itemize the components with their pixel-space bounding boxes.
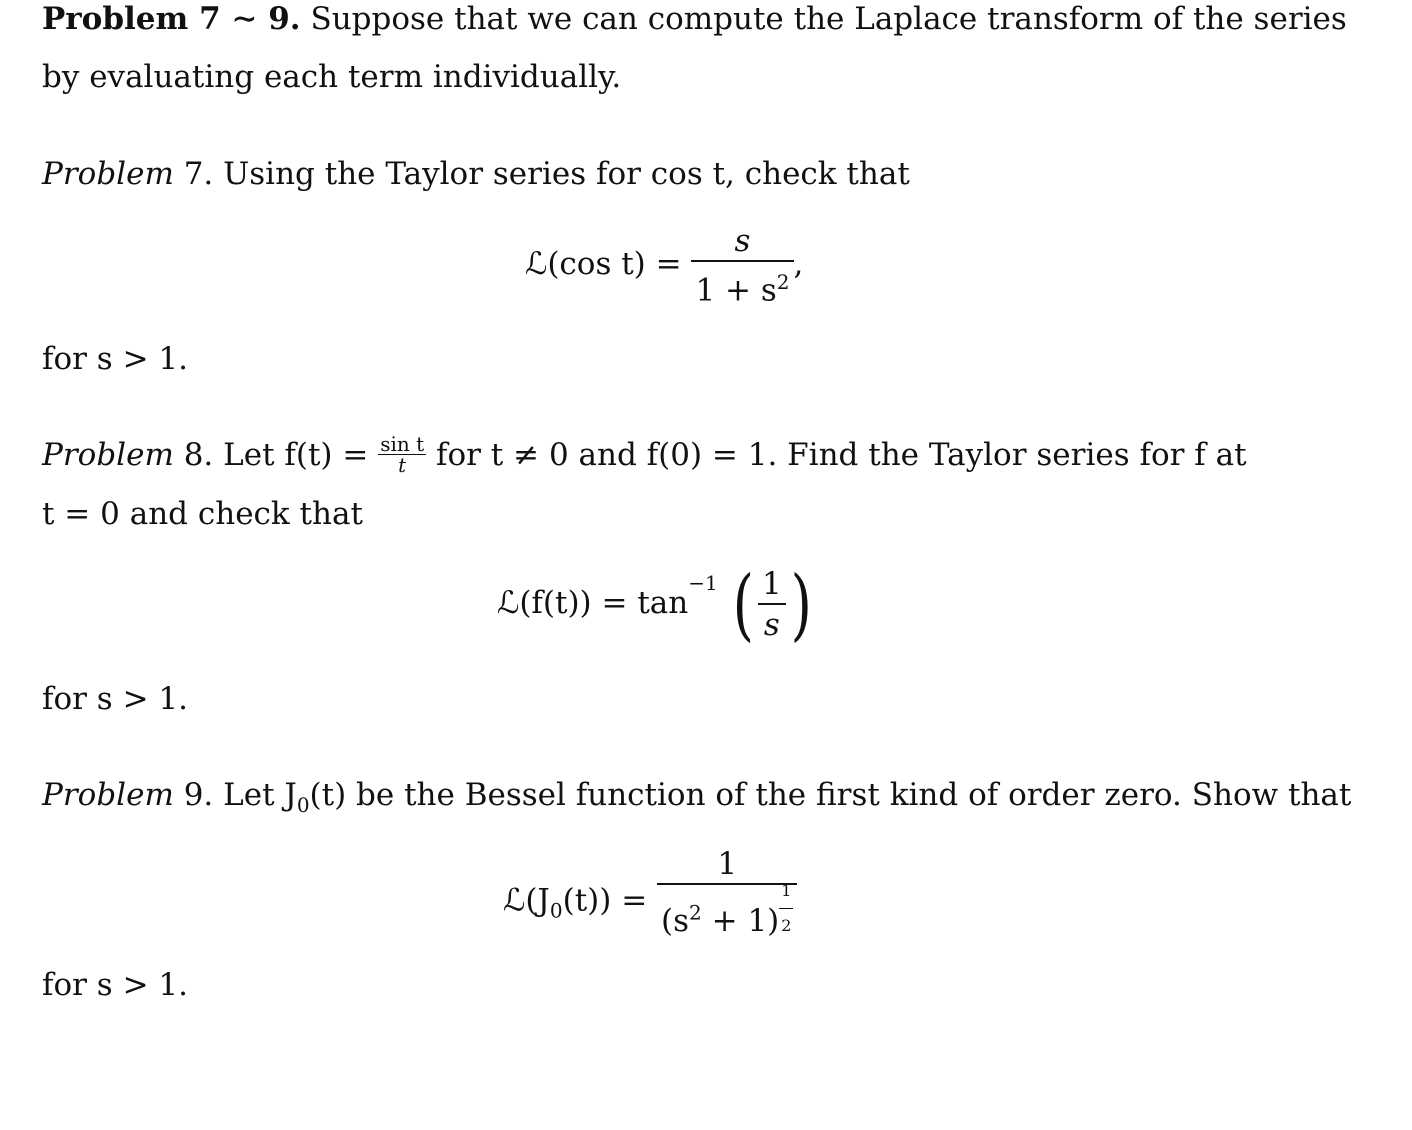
problem-7-fraction xyxy=(691,223,793,309)
problem-8-text-a: Let f(t) = xyxy=(223,437,369,473)
problem-9-text-a: Let J xyxy=(223,777,297,813)
problem-9-numerator: 1 xyxy=(657,848,797,885)
problem-9-den-power-den: 2 xyxy=(781,916,792,935)
problem-9-den-power xyxy=(779,875,793,942)
problem-9-fraction xyxy=(657,848,797,956)
problem-8-text-line2: t = 0 and check that xyxy=(42,496,363,532)
problem-9-number: 9. xyxy=(183,777,214,813)
problem-8-statement xyxy=(42,432,1247,477)
problem-9-text-b: (t) be the Bessel function of the first kind of order zero. Show that xyxy=(309,777,1352,813)
problem-9-denominator xyxy=(657,881,797,956)
problem-9-den-a: (s xyxy=(661,903,690,939)
problem-8-equation xyxy=(497,559,816,650)
intro-line-1 xyxy=(42,0,1347,38)
problem-8-fraction xyxy=(758,568,786,641)
problem-7-numerator: s xyxy=(691,225,793,262)
problem-8-inline-den: t xyxy=(398,453,407,477)
problem-7-den-text: 1 + s xyxy=(695,272,777,309)
problem-8-right-paren: ) xyxy=(790,559,812,650)
problem-9-den-exp: 2 xyxy=(689,900,702,925)
problem-8-text-b: for t ≠ 0 and f(0) = 1. Find the Taylor series for f at xyxy=(436,437,1247,473)
problem-9-den-b: + 1) xyxy=(701,903,780,939)
intro-line-2 xyxy=(42,58,621,96)
problem-7-statement xyxy=(42,155,910,193)
problem-7-eq-tail: , xyxy=(793,246,804,283)
problem-8-inline-fraction xyxy=(378,432,426,477)
problem-9-eq-lhs-b: (t)) = xyxy=(562,882,648,919)
problem-8-numerator: 1 xyxy=(758,568,786,605)
problem-7-eq-lhs: ℒ(cos t) = xyxy=(525,246,682,283)
problem-9-statement xyxy=(42,776,1351,824)
problem-9-eq-lhs-sub: 0 xyxy=(549,898,563,923)
problem-9-label: Problem xyxy=(42,777,174,813)
problem-7-den-exponent: 2 xyxy=(776,270,790,294)
intro-label: Problem 7 ∼ 9. xyxy=(42,1,301,37)
problem-8-inline-num: sin t xyxy=(380,432,425,456)
problem-8-line-2 xyxy=(42,495,363,533)
problem-8-number: 8. xyxy=(183,437,214,473)
problem-7-label: Problem xyxy=(42,156,174,192)
problem-9-condition xyxy=(42,966,188,1004)
problem-8-eq-lhs: ℒ(f(t)) = tan xyxy=(497,585,689,621)
problem-9-den-power-num: 1 xyxy=(779,875,793,909)
problem-8-label: Problem xyxy=(42,437,174,473)
problem-8-condition-text: for s > 1. xyxy=(42,681,188,717)
problem-8-left-paren: ( xyxy=(732,559,754,650)
problem-8-condition xyxy=(42,680,188,718)
problem-9-equation xyxy=(503,848,797,956)
problem-7-condition xyxy=(42,340,188,378)
problem-7-condition-text: for s > 1. xyxy=(42,341,188,377)
problem-9-text-sub: 0 xyxy=(296,793,310,818)
problem-7-denominator xyxy=(691,262,793,309)
problem-7-number: 7. xyxy=(183,156,214,192)
intro-text-2: by evaluating each term individually. xyxy=(42,59,622,95)
problem-7-equation xyxy=(525,223,804,309)
problem-7-text: Using the Taylor series for cos t, check that xyxy=(223,156,910,192)
problem-8-denominator: s xyxy=(763,607,780,643)
problem-9-eq-lhs-a: ℒ(J xyxy=(503,882,550,919)
problem-8-eq-exponent: −1 xyxy=(688,570,718,595)
intro-text-1: Suppose that we can compute the Laplace transform of the series xyxy=(310,1,1347,37)
problem-9-condition-text: for s > 1. xyxy=(42,967,188,1003)
